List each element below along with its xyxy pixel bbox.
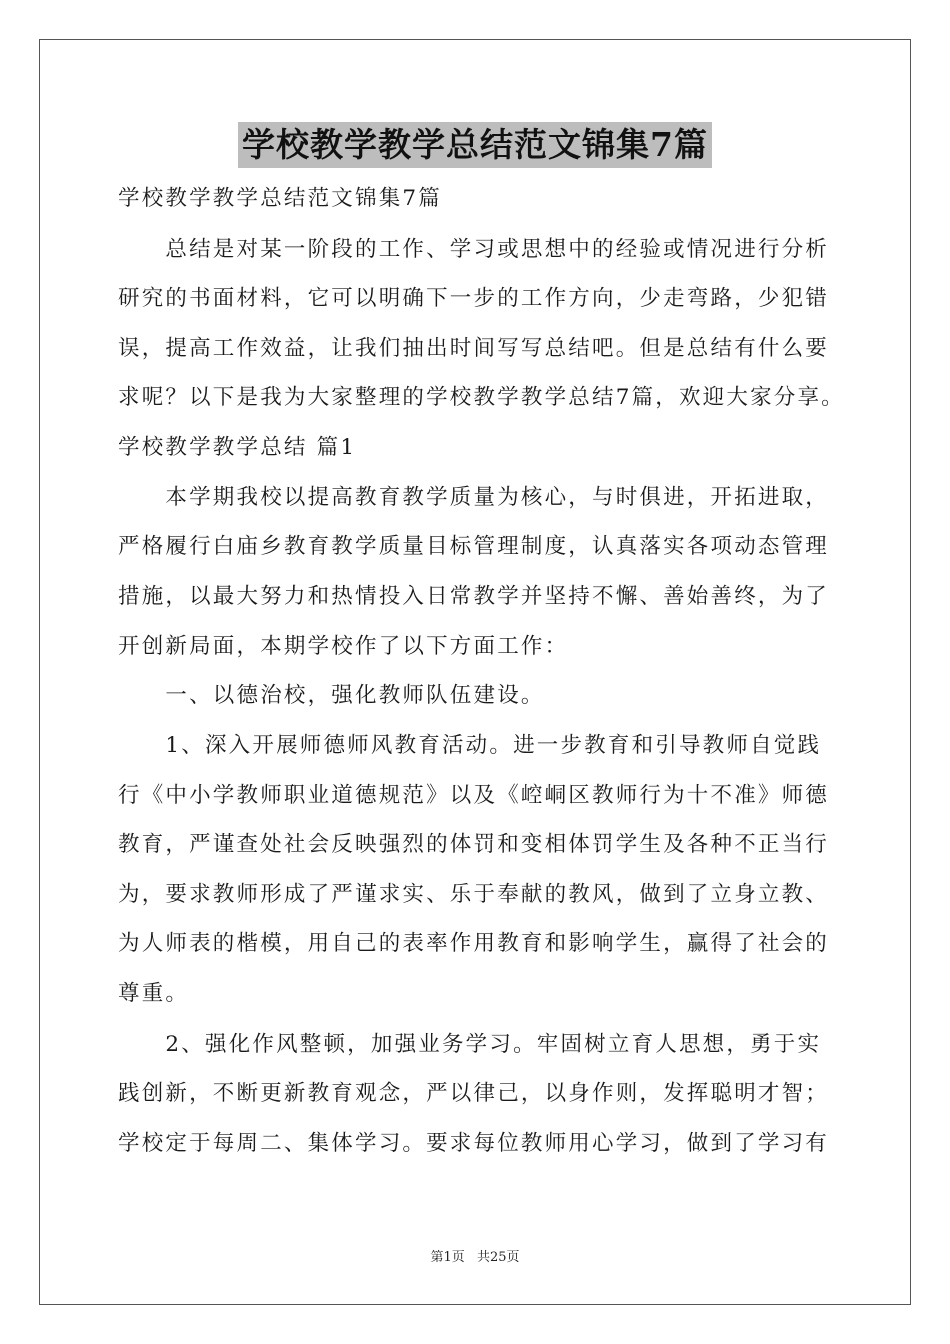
paragraph-line: 践创新，不断更新教育观念，严以律己，以身作则，发挥聪明才智； (118, 1081, 830, 1106)
paragraph-line: 1、深入开展师德师风教育活动。进一步教育和引导教师自觉践 (118, 733, 822, 758)
paragraph-line: 尊重。 (118, 981, 190, 1006)
paragraph-line: 总结是对某一阶段的工作、学习或思想中的经验或情况进行分析 (118, 237, 830, 262)
paragraph-line: 措施，以最大努力和热情投入日常教学并坚持不懈、善始善终，为了 (118, 584, 830, 609)
paragraph-line: 为，要求教师形成了严谨求实、乐于奉献的教风，做到了立身立教、 (118, 882, 830, 907)
paragraph-line: 求呢？以下是我为大家整理的学校教学教学总结7篇，欢迎大家分享。 (118, 385, 845, 410)
paragraph-line: 行《中小学教师职业道德规范》以及《崆峒区教师行为十不准》师德 (118, 783, 830, 808)
page-number: 第1页 (430, 1250, 465, 1265)
paragraph-line: 为人师表的楷模，用自己的表率作用教育和影响学生，赢得了社会的 (118, 931, 830, 956)
subtitle-line: 学校教学教学总结范文锦集7篇 (118, 186, 442, 211)
paragraph-line: 一、以德治校，强化教师队伍建设。 (118, 683, 545, 708)
paragraph-line: 学校定于每周二、集体学习。要求每位教师用心学习，做到了学习有 (118, 1131, 830, 1156)
paragraph-line: 开创新局面，本期学校作了以下方面工作： (118, 634, 569, 659)
title-wrap (0, 122, 950, 168)
paragraph-line: 研究的书面材料，它可以明确下一步的工作方向，少走弯路，少犯错 (118, 286, 830, 311)
paragraph-line: 本学期我校以提高教育教学质量为核心，与时俱进，开拓进取， (118, 485, 830, 510)
page-border (39, 39, 911, 1305)
paragraph-line: 2、强化作风整顿，加强业务学习。牢固树立育人思想，勇于实 (118, 1032, 822, 1057)
paragraph-line: 误，提高工作效益，让我们抽出时间写写总结吧。但是总结有什么要 (118, 336, 830, 361)
paragraph-line: 严格履行白庙乡教育教学质量目标管理制度，认真落实各项动态管理 (118, 534, 830, 559)
page-total: 共25页 (476, 1250, 520, 1265)
page-footer (0, 1246, 950, 1265)
document-title: 学校教学教学总结范文锦集7篇 (238, 122, 712, 168)
paragraph-line: 教育，严谨查处社会反映强烈的体罚和变相体罚学生及各种不正当行 (118, 832, 830, 857)
section-heading: 学校教学教学总结 篇1 (118, 435, 357, 460)
